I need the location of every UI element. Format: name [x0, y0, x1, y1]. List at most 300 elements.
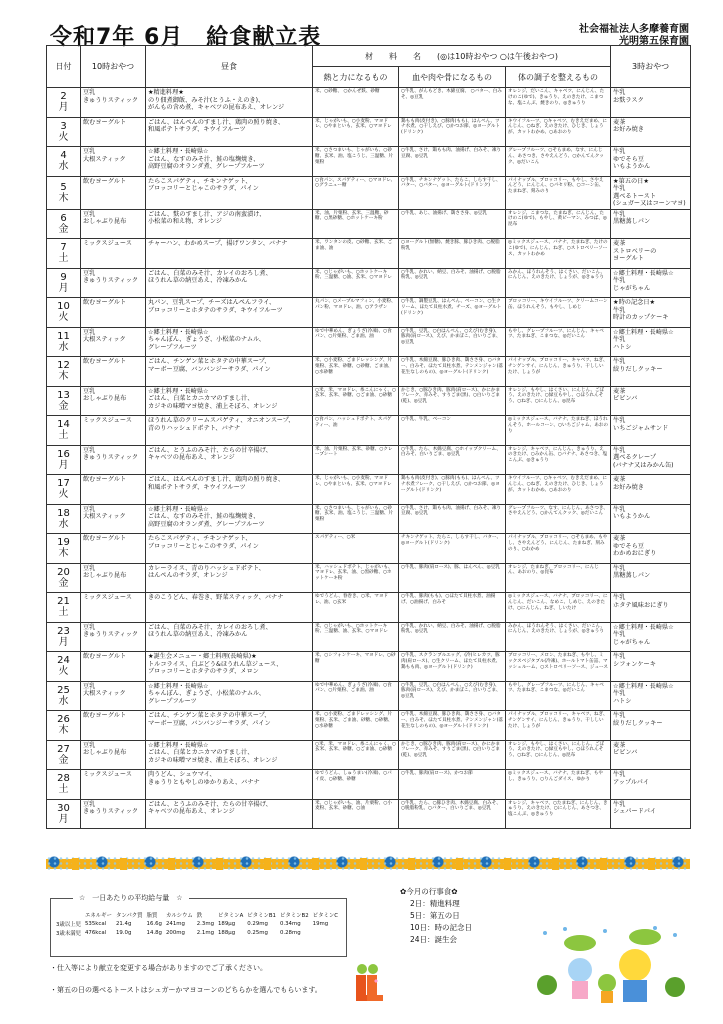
body-ingredients-cell: ○牛乳、豆乳、○白はんぺん、○えび(むき身)、豚肉(肩ロース)、えび、かまぼこ、白いりごま、◎豆乳 — [399, 681, 506, 711]
body-ingredients-cell: かじき、○豚ひき肉、豚肉(肩ロース)、かにかまフレーク、赤みそ、すりごま(黒)、○白いりごま(乾)、◎豆乳 — [399, 740, 506, 770]
body-ingredients-cell: ○牛乳、さけ、鶏もも肉、油揚げ、白みそ、凍り豆腐、◎豆乳 — [399, 147, 506, 177]
nutrition-header: 鉄 — [196, 913, 203, 919]
energy-ingredients-cell: 米、じゃがいも、○小麦粉、マヨドレ、○やまといも、玄米、○マヨドレ — [313, 475, 399, 505]
lunch-cell: ☆郷土料理・長崎県☆ ごはん、白菜とカニカマのすまし汁、 カジキの味噌マヨ焼き、浦上そぼろ、オレンジ — [146, 386, 313, 416]
body-ingredients-cell: 鶏もも肉(皮付き)、○豚肉(もも)、はんぺん、ツナ水煮フレーク、○干しえび、○かつお節、◎ヨーグルト(ドリンク) — [399, 475, 506, 505]
lunch-cell: ☆郷土料理・長崎県☆ ごはん、なすのみそ汁、鮭の塩麹焼き、 高野豆腐のオランダ煮、グレープフルーツ — [146, 147, 313, 177]
energy-ingredients-cell: ゆで中華めん、ぎょうざ(冷凍)、○食パン、○片栗粉、ごま油、油 — [313, 327, 399, 357]
pm-snack-cell: ☆郷土料理・長崎県☆ 牛乳 じゃがちゃん — [611, 622, 691, 652]
am-snack-cell: 飲むヨーグルト — [81, 534, 146, 564]
date-cell — [47, 475, 81, 505]
nutrition-value: 200mg — [165, 930, 185, 936]
regulate-ingredients-cell: グレープフルーツ、○そらまめ、なす、にんじん、あさつき、さやえんどう、○かんてんクック、◎だいこん — [506, 147, 611, 177]
menu-row-day-9 — [47, 268, 691, 298]
am-snack-cell: 豆乳 きゅうりスティック — [81, 268, 146, 298]
body-ingredients-cell: ○牛乳、牛乳、ベーコン — [399, 416, 506, 446]
nutrition-header: ビタミンA — [218, 913, 244, 919]
menu-rows — [47, 88, 691, 829]
lunch-cell: きのこうどん、春巻き、野菜スティック、バナナ — [146, 593, 313, 623]
regulate-ingredients-cell: もやし、グレープフルーツ、にんじん、キャベツ、たまねぎ、こまつな、◎だいこん — [506, 681, 611, 711]
weekday: 火 — [58, 131, 69, 143]
body-ingredients-cell: ○牛乳、がんもどき、木綿豆腐、 ○バター、白みそ、◎豆乳 — [399, 88, 506, 118]
date-cell — [47, 563, 81, 593]
menu-row-day-16 — [47, 445, 691, 475]
day-number: 2 — [60, 91, 67, 103]
regulate-ingredients-cell: ◎ミックスジュース、バナナ、たまねぎ、ほうれんそう、ホールコーン、○いちごジャム、あおのり — [506, 416, 611, 446]
lunch-cell: ごはん、とうふのみそ汁、たらの甘辛揚げ、 キャベツの昆布あえ、オレンジ — [146, 799, 313, 829]
am-snack-cell: 豆乳 大根スティック — [81, 147, 146, 177]
regulate-ingredients-cell: パイナップル、ブロッコリー、キャベツ、ねぎ、チンゲンサイ、にんじん、きゅうり、干ししいたけ、しょうが — [506, 711, 611, 741]
weekday: 金 — [58, 754, 69, 766]
regulate-ingredients-cell: キウイフルーツ、○キャベツ、むきえだまめ、にんじん、○ねぎ、えのきたけ、ひじき、しょうが、カットわかめ、○あおのり — [506, 475, 611, 505]
body-ingredients-cell: ○牛乳、たら、○豚ひき肉、木綿豆腐、白みそ、○脱脂粉乳、○バター、白いりごま、◎豆乳 — [399, 799, 506, 829]
body-ingredients-cell: ○牛乳、スクランブルエッグ、(冷)ヒレカツ、豚肉(肩ロース)、○生クリーム、ほたて貝柱水煮、鶏もも肉、◎ヨーグルト(ドリンク) — [399, 652, 506, 682]
nutrition-value: 19.0g — [115, 930, 132, 936]
nutrition-value: 21.4g — [115, 921, 132, 927]
nutrition-header: ビタミンC — [312, 913, 338, 919]
pm-snack-cell: 牛乳 お麩ラスク — [611, 88, 691, 118]
day-number: 21 — [57, 596, 70, 608]
body-ingredients-cell: ○牛乳、豚肉(肩ロース)、豚、はんぺん、◎豆乳 — [399, 563, 506, 593]
menu-row-day-18 — [47, 504, 691, 534]
nutrition-table — [56, 911, 342, 938]
nutrition-header: 脂質 — [146, 913, 158, 919]
regulate-ingredients-cell: ◎ミックスジュース、バナナ、たまねぎ、もやし、きゅうり、○りんごダイス、ゆかり — [506, 770, 611, 800]
regulate-ingredients-cell: みかん、ほうれんそう、はくさい、だいこん、にんじん、えのきたけ、しょうが、◎きゅうり — [506, 268, 611, 298]
energy-ingredients-cell: 米、○さつまいも、じゃがいも、○砂糖、玄米、油、塩こうじ、三温糖、片栗粉 — [313, 147, 399, 177]
lunch-cell: ☆郷土料理・長崎県☆ ごはん、なすのみそ汁、鮭の塩麹焼き、 高野豆腐のオランダ煮、グレープフルーツ — [146, 504, 313, 534]
pm-snack-cell: ☆郷土料理・長崎県☆ 牛乳 じゃがちゃん — [611, 268, 691, 298]
date-cell — [47, 593, 81, 623]
day-number: 16 — [57, 448, 70, 460]
day-number: 19 — [57, 537, 70, 549]
date-cell — [47, 504, 81, 534]
energy-ingredients-cell: 米、○さつまいも、じゃがいも、○砂糖、玄米、油、塩こうじ、三温糖、片栗粉 — [313, 504, 399, 534]
nutrition-header: ビタミンB1 — [247, 913, 276, 919]
regulate-ingredients-cell: オレンジ、もやし、はくさい、にんじん、ごぼう、えのきたけ、○緑豆もやし、○ほうれんそう、○ねぎ、○にんじん、◎昆布 — [506, 386, 611, 416]
weekday: 土 — [58, 430, 69, 442]
menu-row-day-11 — [47, 327, 691, 357]
pm-snack-cell: 麦茶 ビビンバ — [611, 386, 691, 416]
body-ingredients-cell: ○牛乳、さけ、鶏もも肉、油揚げ、白みそ、凍り豆腐、◎豆乳 — [399, 504, 506, 534]
weekday: 月 — [58, 282, 69, 294]
am-snack-cell: 豆乳 おしゃぶり昆布 — [81, 386, 146, 416]
energy-ingredients-cell: ゆでうどん、しゅうまい(冷凍)、○パイ皮、○砂糖、砂糖 — [313, 770, 399, 800]
menu-row-day-4 — [47, 147, 691, 177]
pm-snack-cell: 牛乳 絞りだしクッキー — [611, 711, 691, 741]
lunch-cell: 丸パン、豆乳スープ、チーズはんぺんフライ、 ブロッコリーとホタテのサラダ、キウイフルーツ — [146, 298, 313, 328]
pm-snack-cell: 牛乳 いもようかん — [611, 504, 691, 534]
am-snack-cell: 豆乳 大根スティック — [81, 327, 146, 357]
am-snack-cell: ミックスジュース — [81, 239, 146, 269]
menu-row-day-24 — [47, 652, 691, 682]
weekday: 月 — [58, 813, 69, 825]
body-ingredients-cell: チキンナゲット、たらこ、しらす干し、バター、◎ヨーグルト(ドリンク) — [399, 534, 506, 564]
nutrition-header: カルシウム — [165, 913, 193, 919]
body-ingredients-cell: ○牛乳、たら、木綿豆腐、○ホイップクリーム、白みそ、白いりごま、◎豆乳 — [399, 445, 506, 475]
pm-snack-cell: ☆郷土料理・長崎県☆ 牛乳 ハトシ — [611, 681, 691, 711]
body-ingredients-cell: ○牛乳、あじ、油揚げ、鶏ささ身、◎豆乳 — [399, 209, 506, 239]
weekday: 金 — [58, 400, 69, 412]
menu-row-day-6 — [47, 209, 691, 239]
pm-snack-cell: 牛乳 アップルパイ — [611, 770, 691, 800]
energy-ingredients-cell: 米、○シフォンケーキ、マヨドレ、○砂糖 — [313, 652, 399, 682]
body-ingredients-cell: ○牛乳、木綿豆腐、豚ひき肉、鶏ささ身、○バター、白みそ、ほたて貝柱水煮、テンメンジャン(落花生なしのもの)、◎ヨーグルト(ドリンク) — [399, 711, 506, 741]
weekday: 土 — [58, 607, 69, 619]
am-snack-cell: 飲むヨーグルト — [81, 652, 146, 682]
nutrition-value: 0.29mg — [247, 921, 268, 927]
body-ingredients-cell: ○牛乳、かれい、納豆、白みそ、油揚げ、○脱脂粉乳、◎豆乳 — [399, 622, 506, 652]
am-snack-cell: ミックスジュース — [81, 770, 146, 800]
energy-ingredients-cell: 米、○小麦粉、ごまドレッシング、片栗粉、玄米、ごま油、砂糖、○砂糖、○水砂糖 — [313, 711, 399, 741]
pm-snack-cell: 牛乳 黒糖蒸しパン — [611, 209, 691, 239]
header-pm-snack: 3時おやつ — [611, 46, 691, 88]
nutrition-value: 189μg — [218, 921, 236, 927]
day-number: 11 — [57, 330, 70, 342]
menu-row-day-21 — [47, 593, 691, 623]
regulate-ingredients-cell: キウイフルーツ、○キャベツ、むきえだまめ、にんじん、○ねぎ、えのきたけ、ひじき、しょうが、カットわかめ、○あおのり — [506, 117, 611, 147]
date-cell — [47, 386, 81, 416]
header-lunch: 昼食 — [146, 46, 313, 88]
menu-row-day-13 — [47, 386, 691, 416]
body-ingredients-cell: かじき、○豚ひき肉、豚肉(肩ロース)、かにかまフレーク、赤みそ、すりごま(黒)、○白いりごま(乾)、◎豆乳 — [399, 386, 506, 416]
nutrition-value: 0.25mg — [247, 930, 268, 936]
date-cell — [47, 357, 81, 387]
lunch-cell: チャーハン、わかめスープ、揚げワンタン、バナナ — [146, 239, 313, 269]
events-title: ✿今月の行事食✿ — [400, 887, 458, 896]
date-cell — [47, 416, 81, 446]
date-cell — [47, 327, 81, 357]
weekday: 水 — [58, 518, 69, 530]
day-number: 12 — [57, 360, 70, 372]
pm-snack-cell: 麦茶 お好み焼き — [611, 475, 691, 505]
menu-row-day-25 — [47, 681, 691, 711]
nutrition-value: 241mg — [165, 921, 185, 927]
weekday: 水 — [58, 341, 69, 353]
energy-ingredients-cell: 米、○じゃがいも、○ホットケーキ粉、三温糖、○油、玄米、○マヨドレ — [313, 268, 399, 298]
menu-row-day-17 — [47, 475, 691, 505]
date-cell — [47, 770, 81, 800]
energy-ingredients-cell: スパゲティー、○米 — [313, 534, 399, 564]
pm-snack-cell: 麦茶 ビビンバ — [611, 740, 691, 770]
day-number: 27 — [57, 743, 70, 755]
weekday: 土 — [58, 253, 69, 265]
energy-ingredients-cell: 米、○じゃがいも、○ホットケーキ粉、三温糖、油、玄米、○マヨドレ — [313, 622, 399, 652]
day-number: 25 — [57, 684, 70, 696]
weekday: 木 — [58, 371, 69, 383]
lunch-cell: ごはん、とうふのみそ汁、たらの甘辛揚げ、 キャベツの昆布あえ、オレンジ — [146, 445, 313, 475]
nutrition-value: 19mg — [312, 921, 329, 927]
events-list — [400, 886, 472, 946]
date-cell — [47, 117, 81, 147]
nutrition-value: 476kcal — [85, 930, 107, 936]
nutrition-header: エネルギー — [85, 913, 112, 919]
weekday: 火 — [58, 312, 69, 324]
date-cell — [47, 740, 81, 770]
nutrition-value: 0.28mg — [279, 930, 301, 936]
pm-snack-cell: ☆郷土料理・長崎県☆ 牛乳 ハトシ — [611, 327, 691, 357]
date-cell — [47, 445, 81, 475]
day-number: 9 — [60, 271, 67, 283]
day-number: 4 — [60, 150, 67, 162]
pm-snack-cell: ★第五の日★ 牛乳 選べるトースト (シュガー又はコーンマヨ) — [611, 176, 691, 209]
am-snack-cell: 飲むヨーグルト — [81, 475, 146, 505]
menu-row-day-7 — [47, 239, 691, 269]
regulate-ingredients-cell: ◎ミックスジュース、バナナ、ブロッコリー、にんじん、だいこん、なめこ、しめじ、えのきたけ、○にんじん、ねぎ、しいたけ — [506, 593, 611, 623]
event-item: 10日：時の記念日 — [410, 923, 473, 932]
regulate-ingredients-cell: オレンジ、キャベツ、にんじん、きゅうり、えのきたけ、○みかん缶、○バナナ、あさつき、塩こんぶ、◎きゅうり — [506, 445, 611, 475]
menu-table — [46, 45, 691, 829]
lunch-cell: ほうれん草のクリームスパゲティ、オニオンスープ、 青のりハッシュドポテト、バナナ — [146, 416, 313, 446]
pm-snack-cell: ★時の記念日★ 牛乳 時計のカップケーキ — [611, 298, 691, 328]
event-item: 5日：第五の日 — [410, 911, 460, 920]
header-regulate: 体の調子を整えるもの — [506, 67, 611, 88]
date-cell — [47, 88, 81, 118]
am-snack-cell: 飲むヨーグルト — [81, 117, 146, 147]
nutrition-row-label: 3歳未満児 — [56, 931, 81, 937]
menu-row-day-2 — [47, 88, 691, 118]
menu-row-day-28 — [47, 770, 691, 800]
energy-ingredients-cell: ゆで中華めん、ぎょうざ(冷凍)、○食パン、○片栗粉、ごま油、油 — [313, 681, 399, 711]
regulate-ingredients-cell: オレンジ、たまねぎ、ブロッコリー、にんじん、あおのり、◎昆布 — [506, 563, 611, 593]
am-snack-cell: 飲むヨーグルト — [81, 298, 146, 328]
am-snack-cell: 豆乳 おしゃぶり昆布 — [81, 209, 146, 239]
day-number: 30 — [57, 802, 70, 814]
regulate-ingredients-cell: ブロッコリー、メロン、たまねぎ、もやし、ミックスベジタブル(冷凍)、ホールトマト缶詰、マッシュルーム、○ストロベリーソース、ジュース — [506, 652, 611, 682]
energy-ingredients-cell: ○米、米、マヨドレ、糸こんにゃく、○玄米、玄米、砂糖、○ごま油、○砂糖 — [313, 386, 399, 416]
pm-snack-cell: 麦茶 ストロベリーの ヨーグルト — [611, 239, 691, 269]
body-ingredients-cell: ○牛乳、豆乳、○白はんぺん、○えび(むき身)、豚肉(肩ロース)、えび、かまぼこ、白いりごま、◎豆乳 — [399, 327, 506, 357]
nutrition-value: 535kcal — [85, 921, 107, 927]
menu-row-day-14 — [47, 416, 691, 446]
am-snack-cell: 豆乳 きゅうりスティック — [81, 799, 146, 829]
day-number: 13 — [57, 389, 70, 401]
lunch-cell: ごはん、チンゲン菜とホタテの中華スープ、 マーボー豆腐、バンバンジーサラダ、パイン — [146, 711, 313, 741]
body-ingredients-cell: ○ヨーグルト(無糖)、焼き豚、豚ひき肉、○脱脂粉乳 — [399, 239, 506, 269]
lunch-cell: ★精進料理★ のり佃煮御飯、みそ汁(とうふ・えのき)、 がんもの含め煮、キャベツの昆布あえ、オレンジ — [146, 88, 313, 118]
am-snack-cell: 豆乳 大根スティック — [81, 504, 146, 534]
day-number: 5 — [60, 181, 67, 193]
energy-ingredients-cell: 米、○じゃがいも、油、片栗粉、○小麦粉、玄米、砂糖、○油 — [313, 799, 399, 829]
body-ingredients-cell: ○牛乳、豚肉(肩ロース)、かつお節 — [399, 770, 506, 800]
regulate-ingredients-cell: もやし、グレープフルーツ、にんじん、キャベツ、たまねぎ、こまつな、◎だいこん — [506, 327, 611, 357]
lunch-cell: ごはん、白菜のみそ汁、カレイのおろし煮、 ほうれん草の納豆あえ、冷凍みかん — [146, 622, 313, 652]
nutrition-header-row — [56, 911, 342, 920]
am-snack-cell: 豆乳 きゅうりスティック — [81, 88, 146, 118]
energy-ingredients-cell: ○食パン、スパゲティー、○マヨドレ、○グラニュー糖 — [313, 176, 399, 209]
pm-snack-cell: 牛乳 ホタテ風味おにぎり — [611, 593, 691, 623]
weekday: 水 — [58, 695, 69, 707]
am-snack-cell: 飲むヨーグルト — [81, 357, 146, 387]
regulate-ingredients-cell: パイナップル、ブロッコリー、もやし、さやえんどう、にんじん、○パセリ粉、○コーン缶、たまねぎ、刻みのり — [506, 176, 611, 209]
regulate-ingredients-cell: ブロッコリー、キウイフルーツ、クリームコーン缶、ほうれんそう、もやし、しめじ — [506, 298, 611, 328]
regulate-ingredients-cell: パイナップル、ブロッコリー、キャベツ、ねぎ、チンゲンサイ、にんじん、きゅうり、干ししいたけ、しょうが — [506, 357, 611, 387]
nutrition-row — [56, 920, 342, 929]
am-snack-cell: 豆乳 おしゃぶり昆布 — [81, 740, 146, 770]
regulate-ingredients-cell: みかん、ほうれんそう、はくさい、だいこん、にんじん、えのきたけ、しょうが、◎きゅうり — [506, 622, 611, 652]
weekday: 木 — [58, 192, 69, 204]
am-snack-cell: 飲むヨーグルト — [81, 176, 146, 209]
header-body: 血や肉や骨になるもの — [399, 67, 506, 88]
weekday: 金 — [58, 223, 69, 235]
pm-snack-cell: 牛乳 ゆでそら豆 いもようかん — [611, 147, 691, 177]
day-number: 10 — [57, 301, 70, 313]
regulate-ingredients-cell: オレンジ、だいこん、キャベツ、にんじん、たけのこ(ゆで)、きゅうり、えのきたけ、こまつな、塩こんぶ、焼きのり、◎きゅうり — [506, 88, 611, 118]
energy-ingredients-cell: 米、油、片栗粉、玄米、砂糖、○クレープシート — [313, 445, 399, 475]
lunch-cell: 肉うどん、シュウマイ、 きゅうりともやしのゆかりあえ、バナナ — [146, 770, 313, 800]
page-title: 令和7年 6月 給食献立表 — [50, 25, 322, 50]
lunch-cell: ごはん、はんぺんのすまし汁、鶏肉の照り焼き、 和風ポテトサラダ、キウイフルーツ — [146, 475, 313, 505]
am-snack-cell: ミックスジュース — [81, 593, 146, 623]
date-cell — [47, 147, 81, 177]
body-ingredients-cell: ○牛乳、木綿豆腐、豚ひき肉、鶏ささ身、○バター、白みそ、ほたて貝柱水煮、テンメンジャン(落花生なしのもの)、◎ヨーグルト(ドリンク) — [399, 357, 506, 387]
day-number: 17 — [57, 478, 70, 490]
weekday: 土 — [58, 784, 69, 796]
body-ingredients-cell: ○牛乳、かれい、納豆、白みそ、油揚げ、○脱脂粉乳、◎豆乳 — [399, 268, 506, 298]
day-number: 26 — [57, 714, 70, 726]
regulate-ingredients-cell: オレンジ、キャベツ、○たまねぎ、にんじん、きゅうり、えのきたけ、○にんじん、あさつき、塩こんぶ、◎きゅうり — [506, 799, 611, 829]
nutrition-header: ビタミンB2 — [279, 913, 309, 919]
regulate-ingredients-cell: オレンジ、こまつな、たまねぎ、にんじん、たけのこ(ゆで)、もやし、黄ピーマン、みつば、◎昆布 — [506, 209, 611, 239]
regulate-ingredients-cell: パイナップル、ブロッコリー、○そらまめ、もやし、さやえんどう、にんじん、たまねぎ、刻みのり、○わかめ — [506, 534, 611, 564]
weekday: 月 — [58, 459, 69, 471]
lunch-cell: ごはん、白菜のみそ汁、カレイのおろし煮、 ほうれん草の納豆あえ、冷凍みかん — [146, 268, 313, 298]
date-cell — [47, 652, 81, 682]
frog-boots-illustration — [350, 963, 384, 1003]
lunch-cell: ☆郷土料理・長崎県☆ ごはん、白菜とカニカマのすまし汁、 カジキの味噌マヨ焼き、浦上そぼろ、オレンジ — [146, 740, 313, 770]
event-item: 24日：誕生会 — [410, 935, 458, 944]
org-line-2: 光明第五保育園 — [619, 36, 689, 47]
weekday: 月 — [58, 636, 69, 648]
date-cell — [47, 239, 81, 269]
date-cell — [47, 209, 81, 239]
note-2: ・第五の日の選べるトーストはシュガーかマヨコーンのどちらかを選んでもらいます。 — [50, 986, 322, 994]
nutrition-value: 2.1mg — [196, 930, 214, 936]
pm-snack-cell: 牛乳 シフォンケーキ — [611, 652, 691, 682]
header-date: 日付 — [47, 46, 81, 88]
energy-ingredients-cell: ○米、米、マヨドレ、糸こんにゃく、○玄米、玄米、砂糖、○ごま油、○砂糖 — [313, 740, 399, 770]
regulate-ingredients-cell: グレープフルーツ、なす、にんじん、あさつき、さやえんどう、○かんてんクック、◎だいこん — [506, 504, 611, 534]
weekday: 金 — [58, 577, 69, 589]
am-snack-cell: 豆乳 きゅうりスティック — [81, 622, 146, 652]
rainy-characters-illustration — [535, 925, 685, 1015]
am-snack-cell: 飲むヨーグルト — [81, 711, 146, 741]
date-cell — [47, 534, 81, 564]
am-snack-cell: 豆乳 おしゃぶり昆布 — [81, 563, 146, 593]
energy-ingredients-cell: 米、じゃがいも、○小麦粉、マヨドレ、○やまといも、玄米、○マヨドレ — [313, 117, 399, 147]
event-item: 2日：精進料理 — [410, 899, 460, 908]
body-ingredients-cell: ○牛乳、チキンナゲット、たらこ、しらす干し、バター、○バター、◎ヨーグルト(ドリンク) — [399, 176, 506, 209]
weekday: 木 — [58, 725, 69, 737]
menu-row-day-19 — [47, 534, 691, 564]
day-number: 6 — [60, 212, 67, 224]
nutrition-title: ☆ 一日あたりの平均給与量 ☆ — [73, 893, 189, 903]
nutrition-row — [56, 929, 342, 938]
note-1: ・仕入等により献立を変更する場合がありますのでご了承ください。 — [50, 964, 267, 972]
weekday: 月 — [58, 102, 69, 114]
header-ingredients: 材 料 名 (◎は10時おやつ ○は午後おやつ) — [313, 46, 611, 67]
energy-ingredients-cell: ○食パン、ハッシュドポテト、スパゲティー、油 — [313, 416, 399, 446]
pm-snack-cell: 牛乳 選べるクレープ (バナナ又はみかん缶) — [611, 445, 691, 475]
nutrition-value: 188μg — [218, 930, 236, 936]
energy-ingredients-cell: 米、○小麦粉、ごまドレッシング、片栗粉、玄米、砂糖、○砂糖、ごま油、○水砂糖 — [313, 357, 399, 387]
weekday: 火 — [58, 489, 69, 501]
lunch-cell: たらこスパゲティ、チキンナゲット、 ブロッコリーとじゃこのサラダ、パイン — [146, 176, 313, 209]
lunch-cell: ☆郷土料理・長崎県☆ ちゃんぽん、ぎょうざ、小松菜のナムル、 グレープフルーツ — [146, 681, 313, 711]
energy-ingredients-cell: 丸パン、○メープルマフィン、小麦粉、パン粉、マヨドレ、油、○アラザン — [313, 298, 399, 328]
day-number: 28 — [57, 773, 70, 785]
am-snack-cell: 豆乳 大根スティック — [81, 681, 146, 711]
rain-decoration-band — [46, 856, 690, 872]
am-snack-cell: ミックスジュース — [81, 416, 146, 446]
menu-row-day-27 — [47, 740, 691, 770]
date-cell — [47, 176, 81, 209]
regulate-ingredients-cell: オレンジ、もやし、はくさい、にんじん、ごぼう、えのきたけ、○緑豆もやし、○ほうれんそう、○ねぎ、○にんじん、◎昆布 — [506, 740, 611, 770]
weekday: 水 — [58, 161, 69, 173]
menu-row-day-12 — [47, 357, 691, 387]
day-number: 14 — [57, 419, 70, 431]
day-number: 24 — [57, 655, 70, 667]
date-cell — [47, 711, 81, 741]
menu-row-day-30 — [47, 799, 691, 829]
nutrition-value: 0.34mg — [279, 921, 301, 927]
pm-snack-cell: 牛乳 絞りだしクッキー — [611, 357, 691, 387]
day-number: 18 — [57, 507, 70, 519]
menu-row-day-5 — [47, 176, 691, 209]
menu-row-day-23 — [47, 622, 691, 652]
regulate-ingredients-cell: ◎ミックスジュース、バナナ、たまねぎ、たけのこ(ゆで)、にんじん、ねぎ、○ストロベリーソース、カットわかめ — [506, 239, 611, 269]
menu-row-day-3 — [47, 117, 691, 147]
date-cell — [47, 681, 81, 711]
nutrition-value: 14.8g — [146, 930, 162, 936]
nutrition-value: 16.6g — [146, 921, 162, 927]
date-cell — [47, 622, 81, 652]
header-energy: 熱と力になるもの — [313, 67, 399, 88]
nutrition-row-label: 3歳以上児 — [56, 922, 81, 928]
pm-snack-cell: 牛乳 いちごジャムサンド — [611, 416, 691, 446]
body-ingredients-cell: ○牛乳、豚肉(もも)、○ほたて貝柱水煮、油揚げ、○油揚げ、白みそ — [399, 593, 506, 623]
date-cell — [47, 268, 81, 298]
nutrition-header: タンパク質 — [115, 913, 143, 919]
nutrition-box — [50, 894, 347, 957]
menu-row-day-10 — [47, 298, 691, 328]
day-number: 7 — [60, 242, 67, 254]
energy-ingredients-cell: 米、ワンタンの皮、○砂糖、玄米、ごま油、油 — [313, 239, 399, 269]
energy-ingredients-cell: 米、油、片栗粉、玄米、三温糖、砂糖、○黒砂糖、○ホットケーキ粉 — [313, 209, 399, 239]
lunch-cell: ごはん、はんぺんのすまし汁、鶏肉の照り焼き、 和風ポテトサラダ、キウイフルーツ — [146, 117, 313, 147]
weekday: 火 — [58, 666, 69, 678]
lunch-cell: たらこスパゲティ、チキンナゲット、 ブロッコリーとじゃこのサラダ、パイン — [146, 534, 313, 564]
lunch-cell: ごはん、チンゲン菜とホタテの中華スープ、 マーボー豆腐、バンバンジーサラダ、パイン — [146, 357, 313, 387]
nutrition-value: 2.3mg — [196, 921, 214, 927]
lunch-cell: ごはん、麩のすまし汁、アジの南蛮漬け、 小松菜の和え物、オレンジ — [146, 209, 313, 239]
weekday: 木 — [58, 548, 69, 560]
org-line-1: 社会福祉法人多摩養育園 — [579, 24, 689, 35]
boots-pattern — [46, 856, 690, 872]
pm-snack-cell: 牛乳 黒糖蒸しパン — [611, 563, 691, 593]
nutrition-value — [313, 929, 342, 938]
body-ingredients-cell: 鶏もも肉(皮付き)、○豚肉(もも)、はんぺん、ツナ水煮、○干しえび、○かつお節、◎ヨーグルト(ドリンク) — [399, 117, 506, 147]
header-am-snack: 10時おやつ — [81, 46, 146, 88]
day-number: 20 — [57, 566, 70, 578]
pm-snack-cell: 麦茶 ゆでそら豆 わかめおにぎり — [611, 534, 691, 564]
energy-ingredients-cell: ゆでうどん、春巻き、○米、マヨドレ、油、○玄米 — [313, 593, 399, 623]
day-number: 3 — [60, 120, 67, 132]
menu-row-day-20 — [47, 563, 691, 593]
lunch-cell: ☆郷土料理・長崎県☆ ちゃんぽん、ぎょうざ、小松菜のナムル、 グレープフルーツ — [146, 327, 313, 357]
date-cell — [47, 799, 81, 829]
pm-snack-cell: 牛乳 シェパードパイ — [611, 799, 691, 829]
